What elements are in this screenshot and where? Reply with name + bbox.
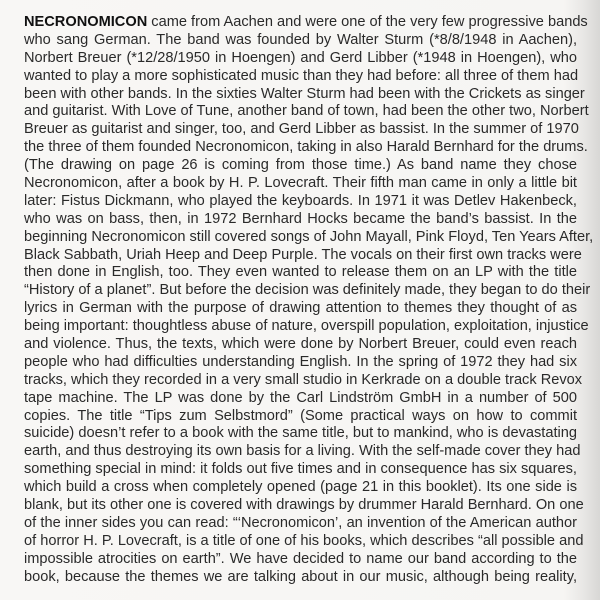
article-line: beginning Necronomicon still covered songs of John Mayall, Pink Floyd, Ten Years After,: [24, 228, 594, 245]
article-line: and violence. Thus, the texts, which were done by Norbert Breuer, could even reach: [24, 336, 577, 353]
article-line: been with other bands. In the sixties Walter Sturm had been with the Crickets as singer: [24, 85, 585, 102]
article-line: of the inner sides you can read: “‘Necronomicon’, an invention of the American author: [24, 514, 577, 531]
article-line: being important: thoughtless abuse of nature, overspill population, exploitation, injustice: [24, 318, 589, 335]
article-body: [24, 14, 594, 587]
article-line: lyrics in German with the purpose of drawing attention to themes they thought of as: [24, 300, 577, 317]
article-line: wanted to play a more sophisticated music than they had before: all three of them had: [24, 67, 579, 84]
article-line: (The drawing on page 26 is coming from those time.) As band name they chose: [24, 157, 577, 174]
article-line: [24, 14, 588, 32]
article-line: blank, but its other one is covered with drawings by drummer Harald Bernhard. On one: [24, 497, 584, 514]
article-line: of horror H. P. Lovecraft, is a title of one of his books, which describes “all possible and: [24, 532, 584, 549]
article-line: who was on bass, then, in 1972 Bernhard Hocks became the band’s bassist. In the: [24, 210, 577, 227]
article-line: who sang German. The band was founded by Walter Sturm (*8/8/1948 in Aachen),: [24, 31, 577, 48]
article-line: the three of them founded Necronomicon, taking in also Harald Bernhard for the drums.: [24, 139, 588, 156]
article-line: Necronomicon, after a book by H. P. Lovecraft. Their fifth man came in only a little bit: [24, 175, 577, 192]
article-line: then done in English, too. They even wanted to release them on an LP with the title: [24, 264, 577, 281]
article-line: Black Sabbath, Uriah Heep and Deep Purple. The vocals on their first own tracks were: [24, 246, 582, 263]
article-line: “History of a planet”. But before the decision was definitely made, they began to do their: [24, 282, 591, 299]
article-line: later: Fistus Dickmann, who played the keyboards. In 1971 it was Detlev Hakenbeck,: [24, 192, 577, 209]
article-line: Breuer as guitarist and singer, too, and Gerd Libber as bassist. In the summer of 1970: [24, 121, 579, 138]
article-line: people who had difficulties understanding English. In the spring of 1972 they had six: [24, 353, 577, 370]
article-line: impossible atrocities on earth”. We have decided to name our band according to the: [24, 550, 577, 567]
article-line: tape machine. The LP was done by the Carl Lindström GmbH in a number of 500: [24, 389, 577, 406]
article-line: earth, and thus destroying its own basis for a living. With the self-made cover they had: [24, 443, 581, 460]
article-line: copies. The title “Tips zum Selbstmord” (Some practical ways on how to commit: [24, 407, 577, 424]
article-line: book, because the themes we are talking about in our music, although being reality,: [24, 568, 577, 585]
line-text: came from Aachen and were one of the very few progressive bands: [147, 14, 588, 30]
article-line: tracks, which they recorded in a very small studio in Kerkrade on a double track Revox: [24, 371, 583, 388]
article-line: suicide) doesn’t refer to a book with the same title, but to mankind, who is devastating: [24, 425, 577, 442]
article-line: which build a cross when completely opened (page 21 in this booklet). Its one side is: [24, 479, 577, 496]
article-line: Norbert Breuer (*12/28/1950 in Hoengen) and Gerd Libber (*1948 in Hoengen), who: [24, 49, 577, 66]
article-line: and guitarist. With Love of Tune, another band of town, had been the other two, Norbert: [24, 103, 589, 120]
band-name-lead: NECRONOMICON: [24, 14, 148, 30]
article-line: something special in mind: it folds out five times and in consequence has six squares,: [24, 461, 577, 478]
